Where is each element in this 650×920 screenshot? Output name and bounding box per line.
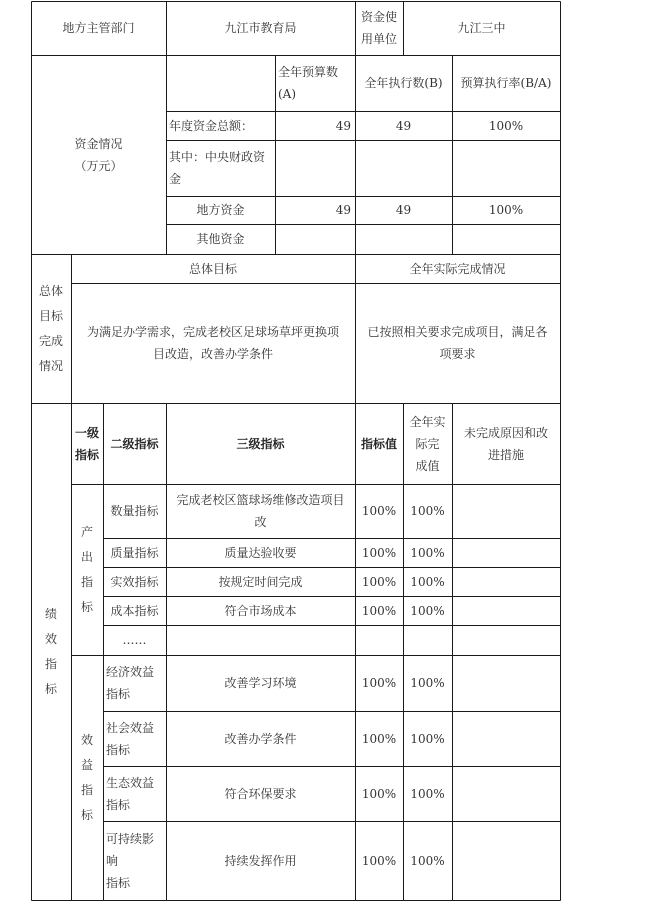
actual-value-cell: 100%	[410, 853, 445, 868]
actual-text: 已按照相关要求完成项目，满足各 项要求	[367, 325, 548, 361]
level2-cell: 成本指标	[110, 603, 159, 618]
performance-section-label: 绩 效 指 标	[44, 606, 57, 696]
level2-cell: 生态效益 指标	[106, 775, 155, 812]
level2-cell: 质量指标	[110, 545, 159, 560]
reason-cell	[452, 655, 560, 711]
executed-b-header: 全年执行数(B)	[364, 76, 443, 90]
indicator-value-header: 指标值	[360, 436, 397, 451]
level3-cell	[166, 625, 355, 655]
indicator-value-cell	[355, 625, 403, 655]
unit-label-cell: 资金使 用单位	[360, 10, 397, 46]
actual-value-header: 全年实 际完 成值	[409, 414, 446, 473]
reason-cell	[452, 484, 560, 538]
dept-value-cell: 九江市教育局	[224, 21, 297, 35]
indicator-value-cell: 100%	[361, 676, 397, 690]
goal-text: 为满足办学需求，完成老校区足球场草坪更换项 目改造，改善办学条件	[86, 325, 339, 361]
funds-row-rate: 100%	[488, 203, 524, 217]
level2-cell: 实效指标	[110, 574, 159, 589]
level2-cell: 数量指标	[110, 504, 159, 518]
indicator-value-cell: 100%	[361, 603, 397, 618]
funds-row-a: 49	[335, 203, 351, 217]
reason-cell	[452, 625, 560, 655]
actual-value-cell: 100%	[410, 574, 445, 589]
actual-value-cell: 100%	[410, 786, 445, 801]
unit-value-cell: 九江三中	[457, 21, 506, 35]
reason-cell	[452, 766, 560, 821]
level2-header: 二级指标	[110, 436, 159, 451]
level3-cell: 改善办学条件	[224, 731, 297, 746]
indicator-value-cell: 100%	[361, 545, 397, 560]
funds-row-b	[355, 224, 452, 254]
indicator-value-cell: 100%	[361, 731, 397, 746]
funds-row-rate	[452, 140, 560, 196]
execution-rate-header: 预算执行率(B/A)	[460, 76, 552, 90]
funds-row-a	[275, 224, 355, 254]
actual-value-cell: 100%	[410, 731, 445, 746]
actual-value-cell	[403, 625, 452, 655]
goals-section-label: 总体 目标 完成 情况	[38, 283, 63, 373]
indicator-value-cell: 100%	[361, 786, 397, 801]
funds-row-rate	[452, 224, 560, 254]
funds-row-rate: 100%	[488, 118, 524, 133]
funds-header-blank	[166, 55, 275, 111]
indicator-value-cell: 100%	[361, 574, 397, 589]
actual-header: 全年实际完成情况	[409, 261, 506, 276]
funds-row-label: 地方资金	[196, 203, 245, 217]
funds-row-b: 49	[395, 203, 412, 217]
level3-cell: 质量达验收要	[224, 545, 297, 560]
level3-cell: 按规定时间完成	[218, 574, 303, 589]
output-indicator-label: 产 出 指 标	[80, 524, 93, 614]
funds-row-a	[275, 140, 355, 196]
funds-row-label: 其中：中央财政资 金	[169, 150, 266, 186]
reason-cell	[452, 538, 560, 567]
funds-section-label: 资金情况 （万元）	[74, 136, 123, 173]
funds-row-a: 49	[335, 118, 351, 133]
reason-header: 未完成原因和改 进措施	[463, 425, 548, 462]
level3-cell: 完成老校区篮球场维修改造项目 改	[176, 493, 345, 529]
budget-a-header: 全年预算数 (A)	[278, 65, 339, 101]
dept-label-cell: 地方主管部门	[62, 21, 135, 35]
level2-cell: 可持续影 响 指标	[106, 831, 155, 890]
reason-cell	[452, 821, 560, 900]
reason-cell	[452, 711, 560, 766]
level3-cell: 改善学习环境	[224, 676, 297, 690]
level1-header: 一级 指标	[74, 425, 99, 462]
actual-value-cell: 100%	[410, 545, 445, 560]
level3-cell: 符合环保要求	[224, 786, 297, 801]
level2-cell: 经济效益 指标	[106, 665, 155, 701]
funds-row-label: 其他资金	[196, 232, 245, 246]
reason-cell	[452, 596, 560, 625]
level3-cell: 持续发挥作用	[224, 853, 297, 868]
indicator-value-cell: 100%	[361, 853, 397, 868]
funds-row-b	[355, 140, 452, 196]
actual-value-cell: 100%	[410, 676, 445, 690]
reason-cell	[452, 567, 560, 596]
level2-cell: ……	[122, 633, 147, 647]
funds-row-label: 年度资金总额：	[169, 118, 254, 133]
level2-cell: 社会效益 指标	[106, 720, 155, 757]
level3-header: 三级指标	[236, 436, 285, 451]
actual-value-cell: 100%	[410, 504, 445, 518]
benefit-indicator-label: 效 益 指 标	[80, 732, 93, 822]
actual-value-cell: 100%	[410, 603, 445, 618]
level3-cell: 符合市场成本	[224, 603, 297, 618]
indicator-value-cell: 100%	[361, 504, 397, 518]
funds-row-b: 49	[395, 118, 412, 133]
goal-header: 总体目标	[188, 261, 237, 276]
